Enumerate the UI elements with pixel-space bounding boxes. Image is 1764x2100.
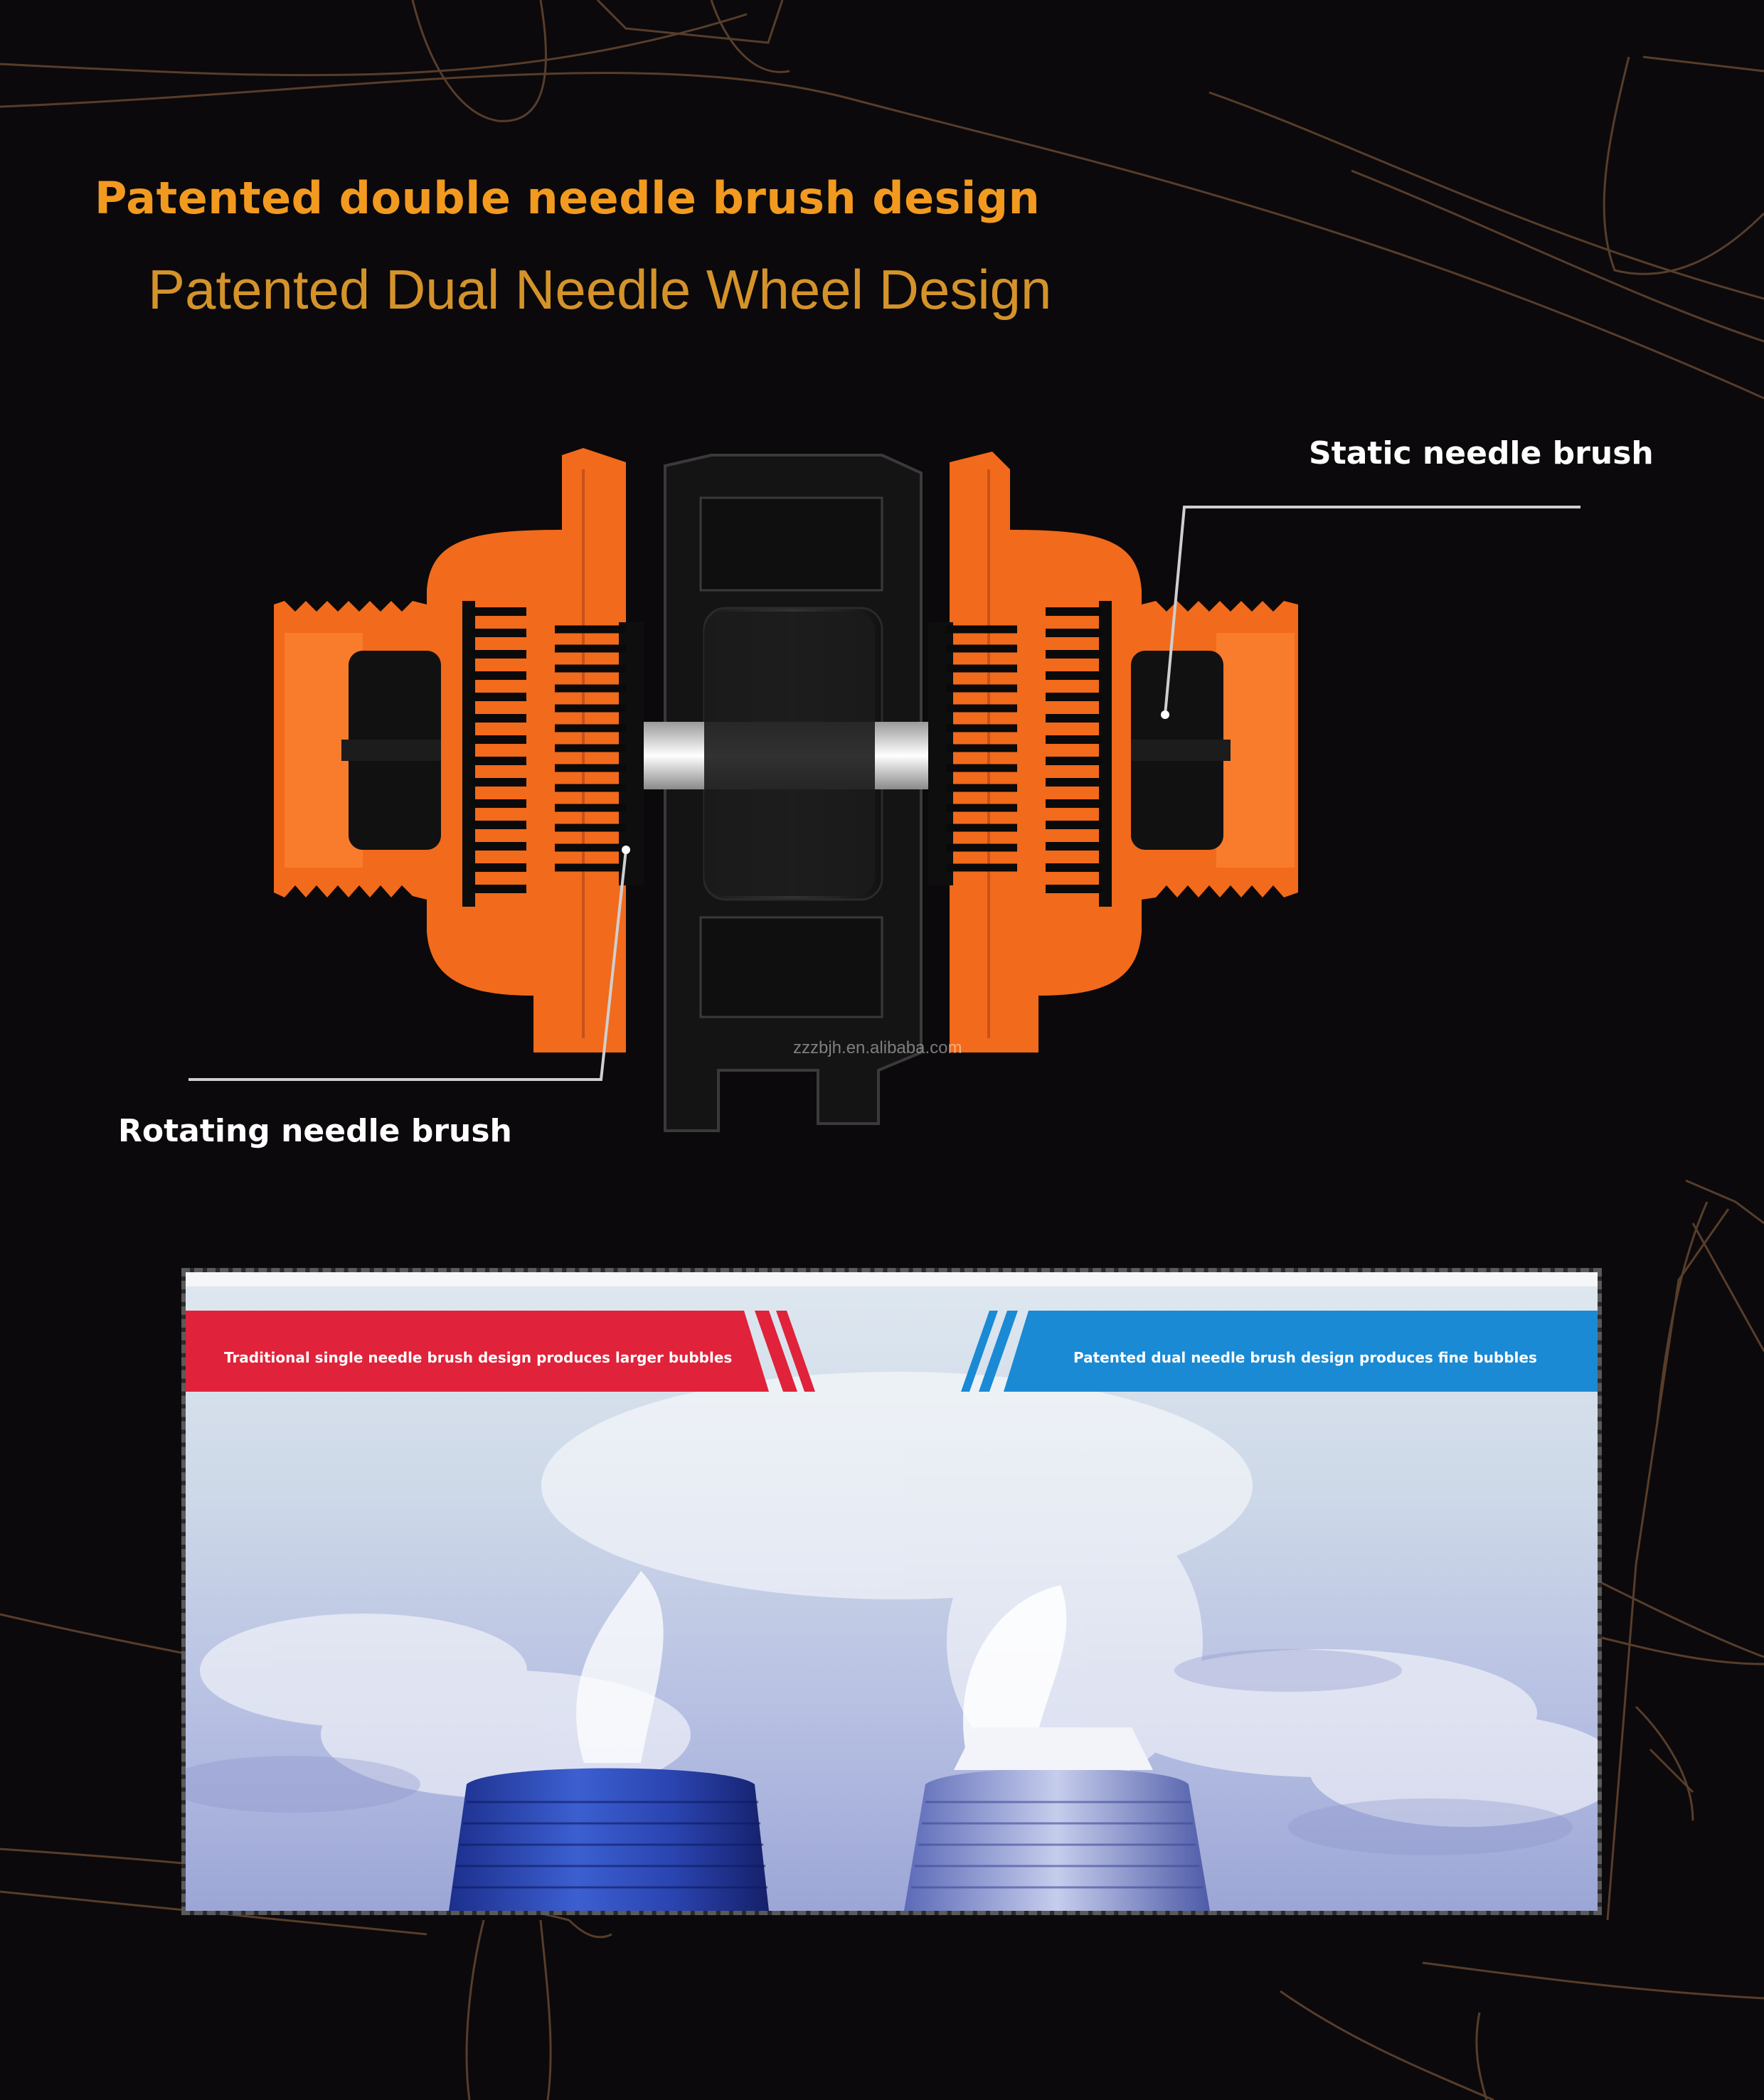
page-subtitle: Patented Dual Needle Wheel Design <box>148 258 1052 321</box>
traditional-design-banner: Traditional single needle brush design produces larger bubbles <box>224 1349 733 1366</box>
page-title: Patented double needle brush design <box>95 172 1041 224</box>
dual-design-banner: Patented dual needle brush design produces fine bubbles <box>1073 1349 1537 1366</box>
bubble-comparison-photo <box>181 1268 1602 1915</box>
watermark: zzzbjh.en.alibaba.com <box>793 1038 962 1057</box>
static-needle-brush-label: Static needle brush <box>1309 435 1654 471</box>
rotating-needle-brush-label: Rotating needle brush <box>118 1113 512 1149</box>
bubble-photo-illustration <box>186 1272 1598 1911</box>
